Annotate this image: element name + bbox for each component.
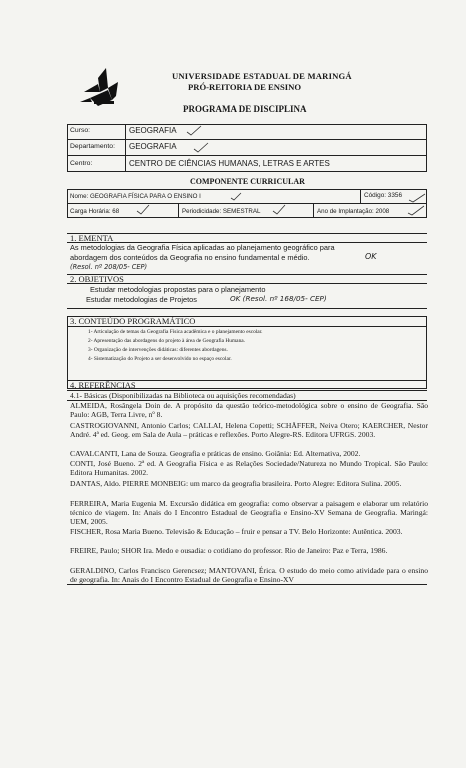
check-mark-icon xyxy=(185,124,203,142)
codigo: Código: 3356 xyxy=(364,192,403,199)
carga-horaria: Carga Horária: 68 xyxy=(70,208,120,215)
ano-implantacao: Ano de Implantação: 2008 xyxy=(317,208,390,215)
periodicidade: Periodicidade: SEMESTRAL xyxy=(182,208,261,215)
check-mark-icon xyxy=(229,189,243,207)
departamento-label: Departamento: xyxy=(70,143,115,150)
reference-item: FREIRE, Paulo; SHOR Ira. Medo e ousadia: o cotidiano do professor. Rio de Janeiro: Paz e Terra, 1986. xyxy=(70,546,388,555)
reference-item: CASTROGIOVANNI, Antonio Carlos; CALLAI, Helena Copetti; SCHÄFFER, Neiva Otero; KAERCHER, Nestor André. 4ª ed. Geog. em Sala de Aula – práticas e reflexões. Porto Alegre-RS. Editora UFRGS. 2003. xyxy=(70,421,428,440)
document-title: PROGRAMA DE DISCIPLINA xyxy=(183,104,307,114)
programa-title: 3. CONTEÚDO PROGRAMÁTICO xyxy=(70,316,196,326)
referencias-subtitle: 4.1- Básicas (Disponibilizadas na Biblioteca ou aquisições recomendadas) xyxy=(70,391,296,400)
objetivo-1: Estudar metodologias propostas para o planejamento xyxy=(90,285,266,294)
reference-item: FERREIRA, Maria Eugenia M. Excursão didática em geografia: como observar a paisagem e elaborar um relatório técnico de viagem. In: Anais do I Encontro Estadual de Geografia e Ensino-XV Semana de Geografia. Maringá: UEM, 2005. xyxy=(70,499,428,527)
departamento-value: GEOGRAFIA xyxy=(129,142,177,151)
university-logo xyxy=(78,66,122,110)
handwritten-annotation: OK xyxy=(365,252,377,261)
componente-heading: COMPONENTE CURRICULAR xyxy=(190,177,305,186)
check-mark-icon xyxy=(406,204,426,222)
reference-item: CONTI, José Bueno. 2ª ed. A Geografia Física e as Relações Sociedade/Natureza no Mundo Tropical. São Paulo: Editora Humanitas. 2002. xyxy=(70,459,428,478)
handwritten-annotation: (Resol. nº 208/05- CEP) xyxy=(70,263,148,271)
reference-item: ALMEIDA, Rosângela Doin de. A propósito da questão teórico-metodológica sobre o ensino de Geografia. São Paulo: AGB, Terra Livre, nº 8. xyxy=(70,401,428,420)
centro-label: Centro: xyxy=(70,160,93,167)
ementa-line-2: abordagem dos conteúdos da Geografia no ensino fundamental e médio. xyxy=(70,253,310,262)
centro-value: CENTRO DE CIÊNCIAS HUMANAS, LETRAS E ARTES xyxy=(129,159,330,168)
ementa-title: 1. EMENTA xyxy=(70,233,114,243)
curso-value: GEOGRAFIA xyxy=(129,126,177,135)
check-mark-icon xyxy=(135,203,151,221)
curso-label: Curso: xyxy=(70,127,91,134)
objetivo-2: Estudar metodologias de Projetos xyxy=(86,295,197,304)
nome-disciplina: Nome: GEOGRAFIA FÍSICA PARA O ENSINO I xyxy=(70,193,201,200)
ementa-line-1: As metodologias da Geografia Física aplicadas ao planejamento geográfico para xyxy=(70,243,335,252)
check-mark-icon xyxy=(192,141,210,159)
reference-item: CAVALCANTI, Lana de Souza. Geografia e práticas de ensino. Goiânia: Ed. Alternativa, 2002. xyxy=(70,449,361,458)
programa-item: 2- Apresentação das abordagens do projeto à área de Geografia Humana. xyxy=(88,338,246,344)
check-mark-icon xyxy=(271,203,287,221)
programa-item: 3- Organização de intervenções didáticas: diferentes abordagens. xyxy=(88,347,228,353)
handwritten-annotation: OK (Resol. nº 168/05- CEP) xyxy=(230,294,327,303)
department-name: PRÓ-REITORIA DE ENSINO xyxy=(188,82,302,92)
reference-item: DANTAS, Aldo. PIERRE MONBEIG: um marco da geografia brasileira. Porto Alegre: Editora Sulina. 2005. xyxy=(70,479,402,488)
reference-item: FISCHER, Rosa Maria Bueno. Televisão & Educação – fruir e pensar a TV. Belo Horizonte: Autêntica. 2003. xyxy=(70,527,403,536)
programa-item: 4- Sistematização do Projeto a ser desenvolvido no espaço escolar. xyxy=(88,356,232,362)
objetivos-title: 2. OBJETIVOS xyxy=(70,274,124,284)
programa-item: 1- Articulação de temas da Geografia Física acadêmica e o planejamento escolar. xyxy=(88,329,263,335)
reference-item: GERALDINO, Carlos Francisco Gerencsez; MANTOVANI, Érica. O estudo do meio como atividade para o ensino de geografia. In: Anais do I Encontro Estadual de Geografia e Ensino-XV xyxy=(70,566,428,585)
university-name: UNIVERSIDADE ESTADUAL DE MARINGÁ xyxy=(172,71,352,81)
referencias-title: 4. REFERÊNCIAS xyxy=(70,380,136,390)
